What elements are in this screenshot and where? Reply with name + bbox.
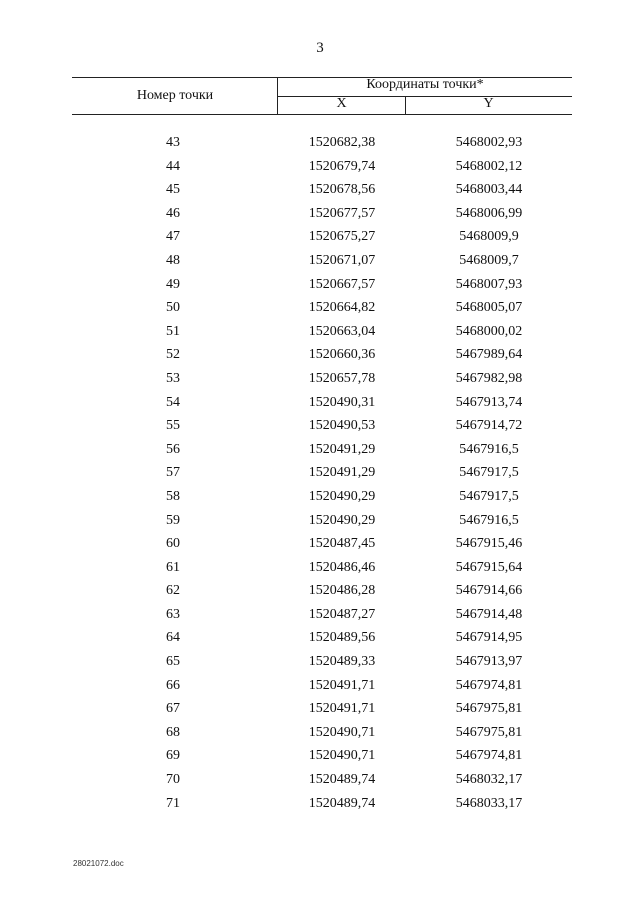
x-coordinate-cell: 1520489,74 (308, 772, 376, 788)
point-number-cell: 54 (166, 394, 180, 410)
point-number-cell: 64 (166, 630, 180, 646)
x-coordinate-cell: 1520667,57 (308, 276, 376, 292)
x-coordinate-cell: 1520675,27 (308, 229, 376, 245)
x-coordinate-cell: 1520491,29 (308, 465, 376, 481)
x-coordinate-cell: 1520682,38 (308, 135, 376, 150)
table-row (0, 509, 640, 533)
y-coordinate-cell: 5467989,64 (455, 347, 523, 363)
x-coordinate-cell: 1520679,74 (308, 158, 376, 174)
x-coordinate-cell: 1520660,36 (308, 347, 376, 363)
table-row (0, 178, 640, 202)
table-row (0, 343, 640, 367)
table-row (0, 249, 640, 273)
x-coordinate-cell: 1520489,56 (308, 630, 376, 646)
table-row (0, 792, 640, 816)
y-coordinate-cell: 5467917,5 (459, 465, 519, 481)
table-row (0, 485, 640, 509)
point-number-cell: 70 (166, 772, 180, 788)
point-number-cell: 57 (166, 465, 180, 481)
table-row (0, 650, 640, 674)
point-number-cell: 60 (166, 536, 180, 552)
point-number-cell: 69 (166, 748, 180, 764)
point-number-cell: 66 (166, 677, 180, 693)
x-coordinate-cell: 1520490,31 (308, 394, 376, 410)
x-coordinate-cell: 1520664,82 (308, 300, 376, 316)
y-coordinate-cell: 5467914,95 (455, 630, 523, 646)
table-row (0, 438, 640, 462)
x-coordinate-cell: 1520490,53 (308, 418, 376, 434)
point-number-cell: 52 (166, 347, 180, 363)
table-row (0, 603, 640, 627)
y-coordinate-cell: 5467917,5 (459, 488, 519, 504)
point-number-cell: 68 (166, 724, 180, 740)
table-row (0, 367, 640, 391)
point-number-cell: 43 (166, 135, 180, 150)
x-coordinate-cell: 1520490,71 (308, 748, 376, 764)
page-number: 3 (316, 40, 324, 56)
x-coordinate-cell: 1520663,04 (308, 323, 376, 339)
table-row (0, 579, 640, 603)
x-coordinate-cell: 1520490,29 (308, 512, 376, 528)
table-row (0, 414, 640, 438)
y-coordinate-cell: 5467916,5 (459, 512, 519, 528)
point-number-cell: 63 (166, 606, 180, 622)
table-row (0, 225, 640, 249)
y-coordinate-cell: 5467916,5 (459, 441, 519, 457)
x-coordinate-cell: 1520491,71 (308, 701, 376, 717)
x-coordinate-cell: 1520487,45 (308, 536, 376, 552)
point-number-cell: 56 (166, 441, 180, 457)
table-row (0, 391, 640, 415)
point-number-cell: 47 (166, 229, 180, 245)
table-row (0, 674, 640, 698)
point-number-cell: 53 (166, 370, 180, 386)
table-row (0, 131, 640, 155)
point-number-cell: 51 (166, 323, 180, 339)
y-coordinate-cell: 5468009,9 (459, 229, 519, 245)
x-coordinate-cell: 1520491,29 (308, 441, 376, 457)
y-column-header: Y (483, 96, 494, 111)
y-coordinate-cell: 5468000,02 (455, 323, 523, 339)
file-name-footer: 28021072.doc (73, 859, 124, 868)
table-row (0, 721, 640, 745)
y-coordinate-cell: 5467914,48 (455, 606, 523, 622)
x-coordinate-cell: 1520489,74 (308, 795, 376, 811)
y-coordinate-cell: 5468033,17 (455, 795, 523, 811)
table-row (0, 461, 640, 485)
coordinates-header: Координаты точки* (366, 77, 484, 92)
point-number-cell: 49 (166, 276, 180, 292)
y-coordinate-cell: 5468032,17 (455, 772, 523, 788)
y-coordinate-cell: 5467915,64 (455, 559, 523, 575)
table-row (0, 768, 640, 792)
y-coordinate-cell: 5468002,12 (455, 158, 523, 174)
point-number-cell: 55 (166, 418, 180, 434)
coordinates-table-body (0, 131, 640, 815)
y-coordinate-cell: 5467914,72 (455, 418, 523, 434)
table-row (0, 626, 640, 650)
x-coordinate-cell: 1520490,29 (308, 488, 376, 504)
table-row (0, 296, 640, 320)
point-number-cell: 58 (166, 488, 180, 504)
y-coordinate-cell: 5467975,81 (455, 701, 523, 717)
x-column-header: X (336, 96, 347, 111)
table-row (0, 532, 640, 556)
y-coordinate-cell: 5467974,81 (455, 677, 523, 693)
x-coordinate-cell: 1520487,27 (308, 606, 376, 622)
point-number-cell: 44 (166, 158, 180, 174)
y-coordinate-cell: 5468005,07 (455, 300, 523, 316)
table-row (0, 556, 640, 580)
y-coordinate-cell: 5468002,93 (455, 135, 523, 150)
y-coordinate-cell: 5467975,81 (455, 724, 523, 740)
y-coordinate-cell: 5467974,81 (455, 748, 523, 764)
y-coordinate-cell: 5468009,7 (459, 252, 519, 268)
table-row (0, 320, 640, 344)
table-row (0, 744, 640, 768)
y-coordinate-cell: 5467982,98 (455, 370, 523, 386)
point-number-cell: 45 (166, 182, 180, 198)
header-bottom-rule (72, 114, 572, 115)
y-coordinate-cell: 5467914,66 (455, 583, 523, 599)
table-row (0, 273, 640, 297)
x-coordinate-cell: 1520486,28 (308, 583, 376, 599)
point-number-cell: 65 (166, 654, 180, 670)
table-row (0, 155, 640, 179)
y-coordinate-cell: 5468003,44 (455, 182, 523, 198)
x-coordinate-cell: 1520657,78 (308, 370, 376, 386)
x-coordinate-cell: 1520678,56 (308, 182, 376, 198)
point-number-cell: 62 (166, 583, 180, 599)
x-coordinate-cell: 1520677,57 (308, 205, 376, 221)
y-coordinate-cell: 5468007,93 (455, 276, 523, 292)
point-number-cell: 50 (166, 300, 180, 316)
point-number-header: Номер точки (136, 88, 214, 103)
x-coordinate-cell: 1520671,07 (308, 252, 376, 268)
x-coordinate-cell: 1520489,33 (308, 654, 376, 670)
y-coordinate-cell: 5468006,99 (455, 205, 523, 221)
table-row (0, 202, 640, 226)
point-number-cell: 61 (166, 559, 180, 575)
point-number-cell: 46 (166, 205, 180, 221)
y-coordinate-cell: 5467913,97 (455, 654, 523, 670)
x-coordinate-cell: 1520490,71 (308, 724, 376, 740)
point-number-cell: 71 (166, 795, 180, 811)
point-number-cell: 67 (166, 701, 180, 717)
point-number-cell: 59 (166, 512, 180, 528)
point-number-cell: 48 (166, 252, 180, 268)
x-coordinate-cell: 1520486,46 (308, 559, 376, 575)
y-coordinate-cell: 5467913,74 (455, 394, 523, 410)
x-coordinate-cell: 1520491,71 (308, 677, 376, 693)
table-row (0, 697, 640, 721)
y-coordinate-cell: 5467915,46 (455, 536, 523, 552)
